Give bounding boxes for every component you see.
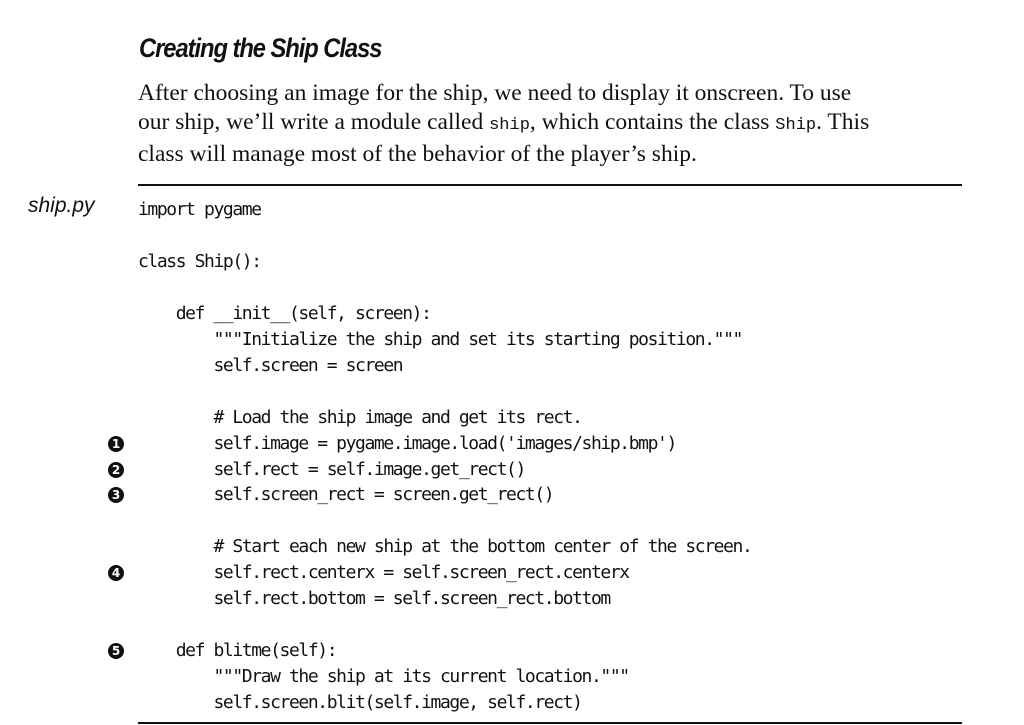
code-line: # Load the ship image and get its rect.	[138, 406, 582, 428]
listing-filename: ship.py	[28, 194, 95, 217]
code-line: # Start each new ship at the bottom center of the screen.	[138, 536, 752, 558]
code-line: def blitme(self):	[138, 640, 337, 662]
code-line: import pygame	[138, 199, 261, 220]
intro-text: . This	[816, 109, 870, 135]
intro-text: , which contains the class	[529, 109, 776, 135]
code-line: self.rect.centerx = self.screen_rect.centerx	[138, 562, 629, 584]
callout-marker: 2	[108, 462, 124, 478]
class-name-code: Ship	[775, 116, 817, 135]
section-heading: Creating the Ship Class	[139, 33, 382, 63]
callout-marker: 4	[108, 565, 124, 581]
intro-text: our ship, we’ll write a module called	[138, 109, 490, 135]
code-line: self.rect.bottom = self.screen_rect.bottom	[138, 588, 610, 610]
code-line: self.rect = self.image.get_rect()	[138, 458, 525, 480]
code-line: self.image = pygame.image.load('images/ship.bmp')	[138, 432, 676, 454]
code-line: self.screen_rect = screen.get_rect()	[138, 484, 554, 506]
listing-top-rule	[138, 184, 962, 186]
listing-bottom-rule	[138, 722, 962, 724]
callout-marker: 3	[108, 487, 124, 503]
intro-line	[138, 108, 968, 140]
intro-line: class will manage most of the behavior of the player’s ship.	[138, 141, 697, 167]
code-line: class Ship():	[138, 250, 261, 272]
callout-marker: 5	[108, 643, 124, 659]
code-line: """Initialize the ship and set its starting position."""	[138, 328, 742, 350]
intro-line: After choosing an image for the ship, we need to display it onscreen. To use	[138, 80, 852, 106]
module-name-code: ship	[489, 116, 530, 135]
code-line: self.screen = screen	[138, 354, 403, 376]
code-line: self.screen.blit(self.image, self.rect)	[138, 692, 582, 714]
callout-marker: 1	[108, 436, 124, 452]
intro-paragraph	[138, 79, 968, 169]
code-line: """Draw the ship at its current location."""	[138, 666, 629, 688]
code-line: def __init__(self, screen):	[138, 302, 431, 324]
